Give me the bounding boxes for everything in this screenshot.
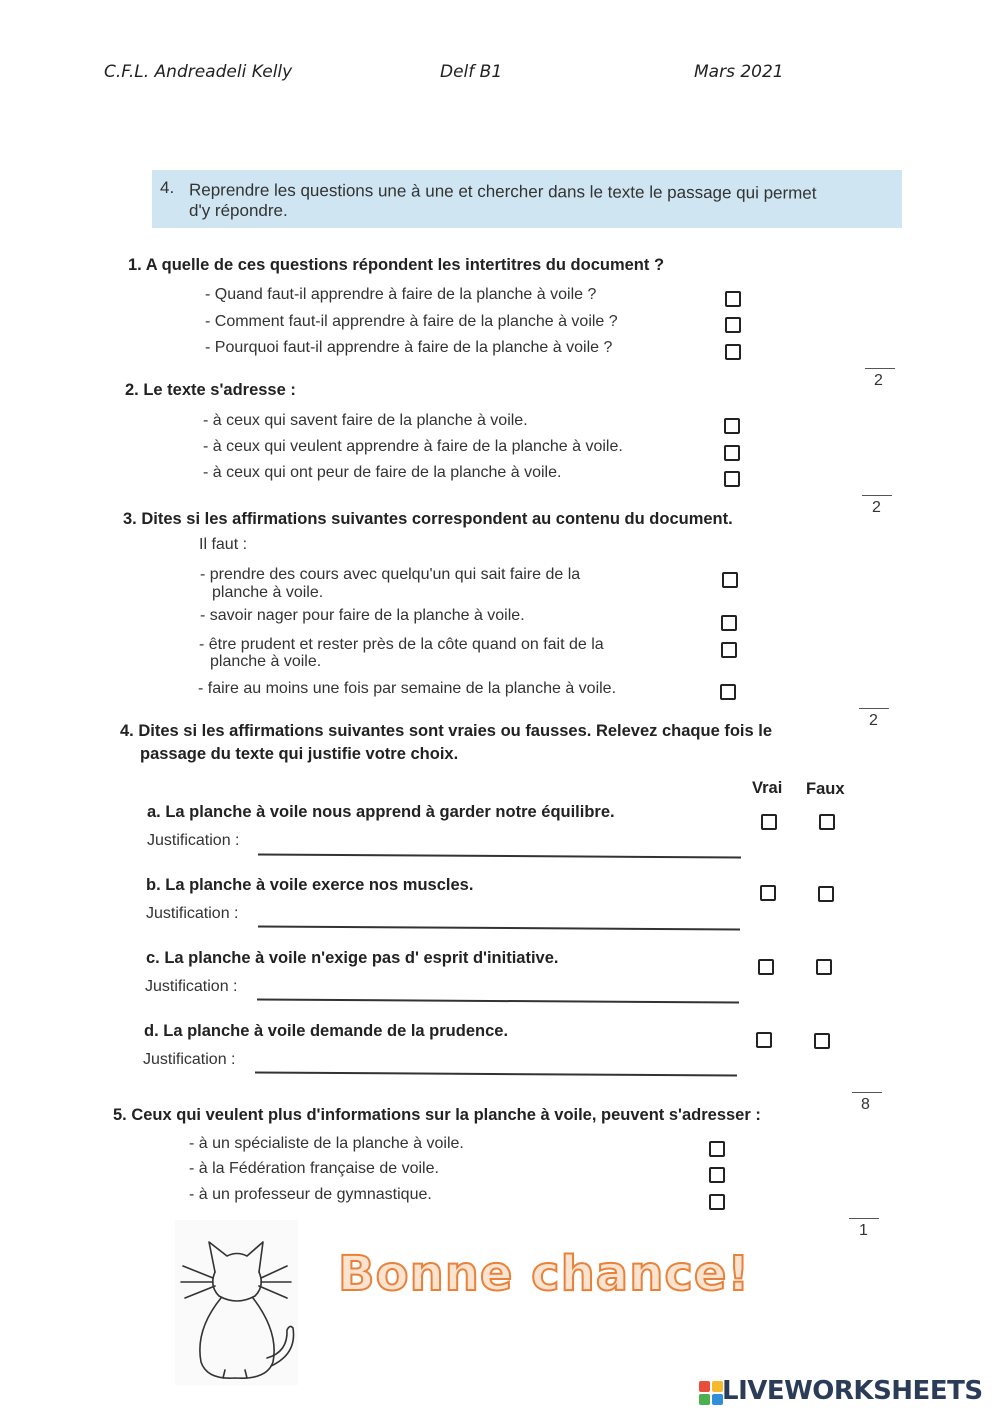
q4-statement-a: a. La planche à voile nous apprend à garder notre équilibre. (147, 803, 615, 821)
q4a-faux-checkbox[interactable] (819, 814, 835, 830)
q1-score-line (865, 368, 895, 369)
justification-label: Justification : (145, 978, 238, 995)
q5-title: 5. Ceux qui veulent plus d'informations sur la planche à voile, peuvent s'adresser : (113, 1106, 761, 1124)
q1-checkbox-3[interactable] (725, 344, 741, 360)
q2-checkbox-2[interactable] (724, 445, 740, 461)
q1-option: - Pourquoi faut-il apprendre à faire de la planche à voile ? (205, 339, 613, 356)
q1-checkbox-1[interactable] (725, 291, 741, 307)
q4-title-line-1: 4. Dites si les affirmations suivantes sont vraies ou fausses. Relevez chaque fois le (120, 722, 773, 740)
q4b-faux-checkbox[interactable] (818, 886, 834, 902)
q4-title-line-2: passage du texte qui justifie votre choix. (140, 745, 459, 763)
instruction-number: 4. (160, 178, 175, 197)
header-date: Mars 2021 (694, 62, 784, 82)
q4-statement-d: d. La planche à voile demande de la prudence. (144, 1022, 509, 1040)
q5-checkbox-1[interactable] (709, 1141, 725, 1157)
q3-option: - prendre des cours avec quelqu'un qui sait faire de la (200, 566, 581, 583)
q5-checkbox-2[interactable] (709, 1167, 725, 1183)
q5-option: - à un professeur de gymnastique. (189, 1186, 432, 1203)
q4-score: 8 (861, 1096, 870, 1113)
q4-score-line (852, 1092, 882, 1093)
liveworksheets-logo-icon (699, 1381, 723, 1405)
q4d-vrai-checkbox[interactable] (756, 1032, 772, 1048)
q2-checkbox-3[interactable] (724, 471, 740, 487)
q3-option-cont: planche à voile. (212, 584, 324, 601)
q3-intro: Il faut : (199, 536, 248, 553)
q2-option: - à ceux qui ont peur de faire de la planche à voile. (203, 464, 562, 481)
q2-score-line (862, 495, 892, 496)
header-level: Delf B1 (440, 62, 503, 82)
q1-checkbox-2[interactable] (725, 317, 741, 333)
q5-option: - à la Fédération française de voile. (189, 1160, 439, 1177)
q1-option: - Comment faut-il apprendre à faire de la planche à voile ? (205, 313, 618, 330)
q3-score: 2 (869, 712, 878, 729)
justification-line-b[interactable] (258, 926, 740, 930)
q3-checkbox-3[interactable] (721, 642, 737, 658)
q3-option-cont: planche à voile. (210, 653, 322, 670)
q5-checkbox-3[interactable] (709, 1194, 725, 1210)
q3-option: - savoir nager pour faire de la planche à voile. (200, 607, 525, 624)
q4-statement-b: b. La planche à voile exerce nos muscles. (146, 876, 474, 894)
q4c-faux-checkbox[interactable] (816, 959, 832, 975)
q2-option: - à ceux qui savent faire de la planche à voile. (203, 412, 528, 429)
q2-score: 2 (872, 499, 881, 516)
justification-line-c[interactable] (257, 999, 739, 1003)
q4d-faux-checkbox[interactable] (814, 1033, 830, 1049)
liveworksheets-watermark: LIVEWORKSHEETS (722, 1376, 983, 1406)
faux-column-header: Faux (806, 780, 845, 798)
q3-score-line (859, 708, 889, 709)
q3-option: - faire au moins une fois par semaine de la planche à voile. (198, 680, 617, 697)
q1-title: 1. A quelle de ces questions répondent les intertitres du document ? (128, 256, 665, 274)
q4c-vrai-checkbox[interactable] (758, 959, 774, 975)
justification-line-a[interactable] (258, 854, 741, 858)
q2-title: 2. Le texte s'adresse : (125, 381, 296, 399)
q3-title: 3. Dites si les affirmations suivantes correspondent au contenu du document. (123, 510, 733, 528)
justification-line-d[interactable] (255, 1072, 737, 1076)
q4-statement-c: c. La planche à voile n'exige pas d' esprit d'initiative. (146, 949, 559, 967)
justification-label: Justification : (147, 832, 240, 849)
q3-checkbox-2[interactable] (721, 615, 737, 631)
cat-outline-icon (175, 1220, 298, 1385)
justification-label: Justification : (146, 905, 239, 922)
q4b-vrai-checkbox[interactable] (760, 885, 776, 901)
q5-score: 1 (859, 1222, 868, 1239)
q1-option: - Quand faut-il apprendre à faire de la planche à voile ? (205, 286, 597, 303)
q3-checkbox-4[interactable] (720, 684, 736, 700)
q2-option: - à ceux qui veulent apprendre à faire de la planche à voile. (203, 438, 623, 455)
cat-illustration (175, 1220, 298, 1385)
q4a-vrai-checkbox[interactable] (761, 814, 777, 830)
bonne-chance-title: Bonne chance! (338, 1246, 751, 1302)
vrai-column-header: Vrai (752, 779, 783, 797)
q1-score: 2 (874, 372, 883, 389)
q3-checkbox-1[interactable] (722, 572, 738, 588)
q2-checkbox-1[interactable] (724, 418, 740, 434)
q5-score-line (849, 1218, 879, 1219)
justification-label: Justification : (143, 1051, 236, 1068)
header-author: C.F.L. Andreadeli Kelly (104, 62, 293, 82)
instruction-line-2: d'y répondre. (189, 201, 288, 220)
q5-option: - à un spécialiste de la planche à voile. (189, 1135, 464, 1152)
instruction-line-1: Reprendre les questions une à une et chercher dans le texte le passage qui permet (188, 180, 817, 203)
q3-option: - être prudent et rester près de la côte quand on fait de la (199, 636, 604, 653)
